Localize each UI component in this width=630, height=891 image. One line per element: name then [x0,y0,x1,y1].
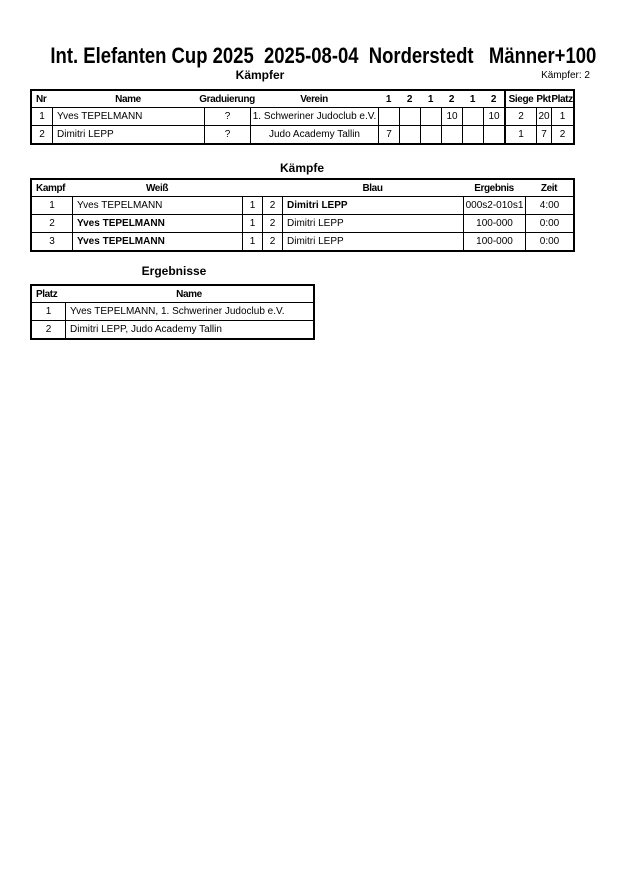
cell-pkt: 7 [536,126,551,143]
cell-weiss-nr: 1 [242,197,262,214]
header-round: 1 [427,93,434,105]
header-platz: Platz [551,93,573,105]
cell-nr: 1 [39,111,45,122]
cell-ergebnis: 100-000 [463,215,525,232]
cell-weiss-nr: 1 [242,233,262,250]
cell-nr: 2 [39,129,45,140]
table-row [32,107,573,125]
ergebnisse-table [30,284,315,340]
cell-blau-name: Dimitri LEPP [282,215,463,232]
header-platz: Platz [36,288,58,300]
kaempfer-section-title: Kämpfer [235,68,285,82]
cell-graduierung: ? [204,126,250,143]
table-header-row [32,286,313,302]
header-name: Name [115,93,141,105]
header-verein: Verein [300,93,328,105]
cell-score: 10 [441,108,462,125]
header-ergebnis: Ergebnis [474,182,514,194]
table-header-row [32,180,573,196]
kaempfe-section-title: Kämpfe [279,161,325,175]
cell-weiss-name: Yves TEPELMANN [72,197,242,214]
cell-score [378,108,399,125]
page-title: Int. Elefanten Cup 2025 2025-08-04 Norderstedt Männer+100 [50,43,597,68]
header-siege: Siege [504,91,536,107]
header-zeit: Zeit [540,182,558,194]
header-pkt: Pkt [536,93,551,105]
cell-kampf: 2 [49,218,55,229]
header-round: 1 [385,93,392,105]
cell-kampf: 3 [49,236,55,247]
header-blau: Blau [362,182,383,194]
cell-score: 7 [378,126,399,143]
cell-score [420,108,441,125]
table-row [32,232,573,250]
table-row [32,196,573,214]
cell-platz: 2 [45,324,52,335]
cell-score [399,108,420,125]
cell-zeit: 4:00 [525,197,573,214]
ergebnisse-section-title: Ergebnisse [141,264,207,278]
header-name: Name [176,288,202,300]
cell-weiss-name: Yves TEPELMANN [72,215,242,232]
cell-blau-nr: 2 [262,215,282,232]
fighter-count-label: Kämpfer: 2 [541,70,590,81]
cell-ergebnis: 000s2-010s1 [463,197,525,214]
cell-pkt: 20 [536,108,551,125]
cell-score [462,108,483,125]
cell-graduierung: ? [204,108,250,125]
header-kampf: Kampf [36,182,66,194]
cell-platz: 2 [551,126,573,143]
cell-platz: 1 [551,108,573,125]
header-round: 2 [490,93,497,105]
header-spacer [242,180,262,196]
table-header-row [32,91,573,107]
kaempfe-table [30,178,575,252]
cell-score [441,126,462,143]
cell-weiss-name: Yves TEPELMANN [72,233,242,250]
cell-verein: 1. Schweriner Judoclub e.V. [250,108,378,125]
cell-siege: 1 [504,126,536,143]
header-round: 2 [448,93,455,105]
cell-score [399,126,420,143]
cell-verein: Judo Academy Tallin [250,126,378,143]
cell-score [462,126,483,143]
cell-ergebnis: 100-000 [463,233,525,250]
cell-blau-name: Dimitri LEPP [282,197,463,214]
cell-blau-nr: 2 [262,233,282,250]
table-row [32,320,313,338]
header-round: 1 [469,93,476,105]
cell-kampf: 1 [49,200,55,211]
kaempfer-table [30,89,575,145]
cell-name: Dimitri LEPP [52,126,204,143]
header-spacer [262,180,282,196]
cell-name: Yves TEPELMANN [52,108,204,125]
cell-score [483,126,504,143]
cell-score: 10 [483,108,504,125]
cell-score [420,126,441,143]
header-weiss: Weiß [145,182,169,194]
cell-siege: 2 [504,108,536,125]
cell-zeit: 0:00 [525,215,573,232]
cell-zeit: 0:00 [525,233,573,250]
cell-name: Dimitri LEPP, Judo Academy Tallin [65,321,313,338]
header-round: 2 [406,93,413,105]
cell-blau-nr: 2 [262,197,282,214]
table-row [32,302,313,320]
cell-name: Yves TEPELMANN, 1. Schweriner Judoclub e.V. [65,303,313,320]
header-nr: Nr [36,93,47,105]
cell-weiss-nr: 1 [242,215,262,232]
table-row [32,214,573,232]
header-graduierung: Graduierung [199,93,255,105]
cell-platz: 1 [45,306,52,317]
table-row [32,125,573,143]
cell-blau-name: Dimitri LEPP [282,233,463,250]
